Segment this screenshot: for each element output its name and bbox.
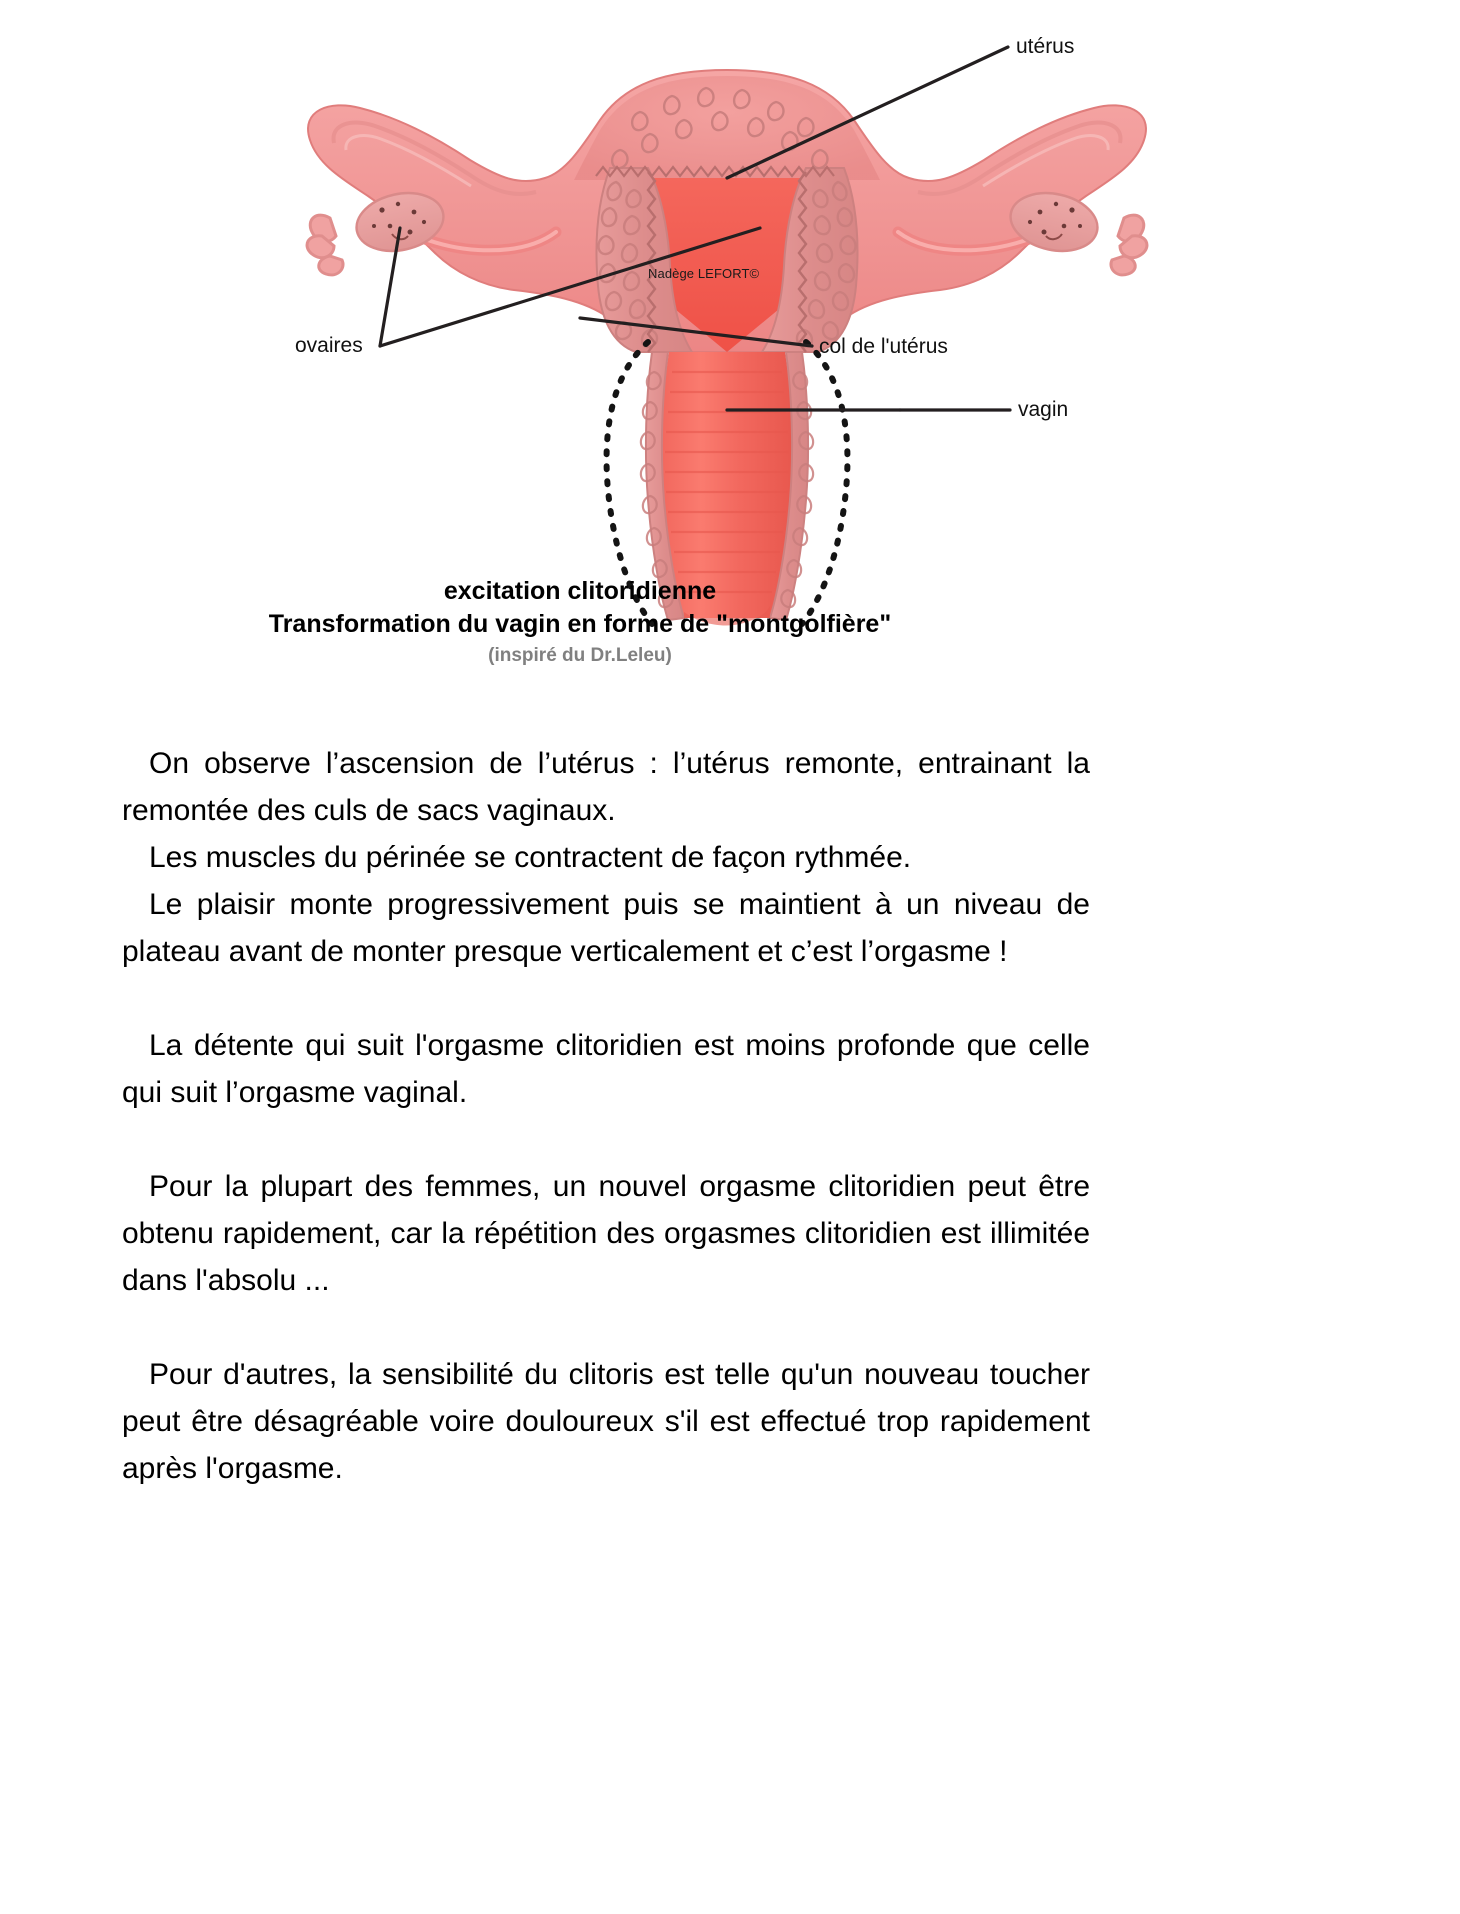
- paragraph-spacer-2: [122, 1116, 1090, 1163]
- paragraph-5: Pour la plupart des femmes, un nouvel orgasme clitoridien peut être obtenu rapidement, car la répétition des orgasmes clitoridien est illimitée dans l'absolu ...: [122, 1170, 1090, 1297]
- paragraph-4: La détente qui suit l'orgasme clitoridien est moins profonde que celle qui suit l’orgasme vaginal.: [122, 1029, 1090, 1109]
- figure-label-vagin: vagin: [1018, 398, 1069, 421]
- fimbriae-right: [1111, 215, 1147, 275]
- caption-title-line-2: Transformation du vagin en forme de "montgolfière": [268, 610, 892, 638]
- paragraph-spacer-1: [122, 975, 1090, 1022]
- caption-title-line-1: excitation clitoridienne: [443, 577, 717, 605]
- figure-caption: [0, 575, 1160, 671]
- paragraph-3: Le plaisir monte progressivement puis se maintient à un niveau de plateau avant de monter presque verticalement et c’est l’orgasme !: [122, 888, 1090, 968]
- paragraph-2: Les muscles du périnée se contractent de façon rythmée.: [149, 841, 912, 874]
- paragraph-6: Pour d'autres, la sensibilité du clitoris est telle qu'un nouveau toucher peut être désagréable voire douloureux s'il est effectué trop rapidement après l'orgasme.: [122, 1358, 1090, 1485]
- artist-watermark: Nadège LEFORT©: [648, 266, 760, 281]
- figure-label-uterus: utérus: [1016, 35, 1075, 58]
- paragraph-1: On observe l’ascension de l’utérus : l’utérus remonte, entrainant la remontée des culs de sacs vaginaux.: [122, 747, 1090, 827]
- figure-label-col-uterus: col de l'utérus: [819, 335, 948, 358]
- fimbriae-left: [307, 215, 343, 275]
- uterus-body-group: [307, 70, 1147, 626]
- caption-source-attribution: (inspiré du Dr.Leleu): [488, 645, 672, 666]
- paragraph-spacer-3: [122, 1304, 1090, 1351]
- document-body: [122, 740, 1090, 1492]
- figure-label-ovaires: ovaires: [295, 334, 363, 357]
